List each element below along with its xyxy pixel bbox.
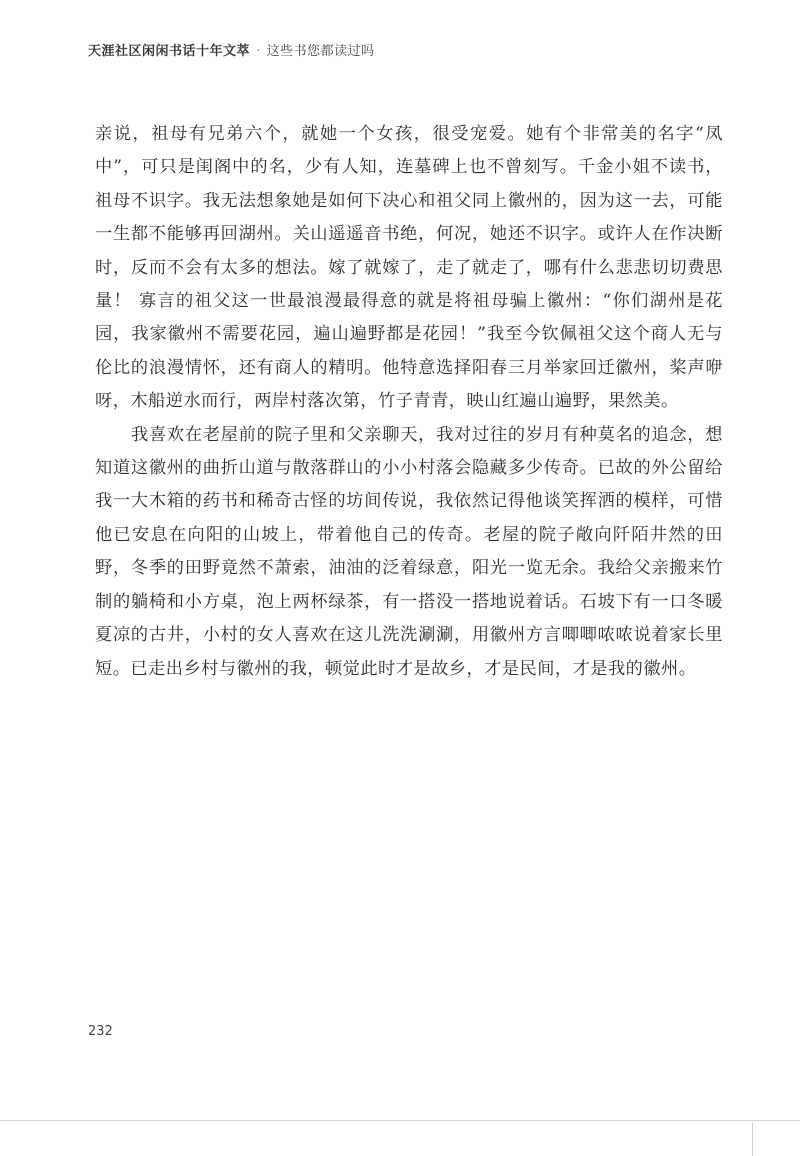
body-text [95,118,723,686]
book-title: 天涯社区闲闲书话十年文萃 [88,44,251,59]
scan-edge-line [0,1120,800,1121]
page-number: 232 [88,1024,113,1039]
running-header [88,40,375,59]
paragraph-1: 亲说，祖母有兄弟六个，就她一个女孩，很受宠爱。她有个非常美的名字“凤中”，可只是闺阁中的名，少有人知，连墓碑上也不曾刻写。千金小姐不读书，祖母不识字。我无法想象她是如何下决心和祖父同上徽州的，因为这一去，可能一生都不能够再回湖州。关山遥遥音书绝，何况，她还不识字。或许人在作决断时，反而不会有太多的想法。嫁了就嫁了，走了就走了，哪有什么悲悲切切费思量！ 寡言的祖父这一世最浪漫最得意的就是将祖母骗上徽州：“你们湖州是花园，我家徽州不需要花园，遍山遍野都是花园！”我至今钦佩祖父这个商人无与伦比的浪漫情怀，还有商人的精明。他特意选择阳春三月举家回迁徽州，桨声咿呀，木船逆水而行，两岸村落次第，竹子青青，映山红遍山遍野，果然美。 [95,124,723,412]
book-subtitle: 这些书您都读过吗 [266,44,375,59]
header-separator: · [256,44,261,59]
scan-edge-mark [752,1122,765,1156]
paragraph-2: 我喜欢在老屋前的院子里和父亲聊天，我对过往的岁月有种莫名的追念，想知道这徽州的曲折山道与散落群山的小小村落会隐藏多少传奇。已故的外公留给我一大木箱的药书和稀奇古怪的坊间传说，我依然记得他谈笑挥洒的模样，可惜他已安息在向阳的山坡上，带着他自己的传奇。老屋的院子敞向阡陌井然的田野，冬季的田野竟然不萧索，油油的泛着绿意，阳光一览无余。我给父亲搬来竹制的躺椅和小方桌，泡上两杯绿茶，有一搭没一搭地说着话。石坡下有一口冬暖夏凉的古井，小村的女人喜欢在这儿洗洗涮涮，用徽州方言唧唧哝哝说着家长里短。已走出乡村与徽州的我，顿觉此时才是故乡，才是民间，才是我的徽州。 [95,424,723,679]
